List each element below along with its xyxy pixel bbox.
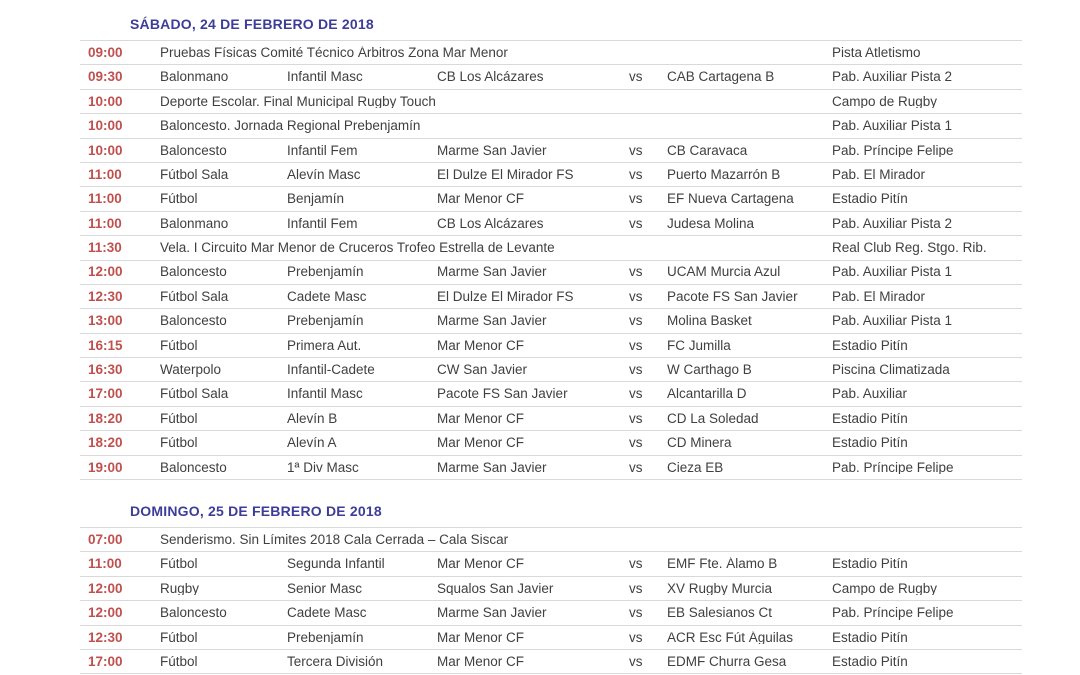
home-team-cell: Marme San Javier xyxy=(437,265,547,279)
schedule-row xyxy=(80,528,1022,552)
day-header-sunday: DOMINGO, 25 DE FEBRERO DE 2018 xyxy=(130,503,382,520)
schedule-row xyxy=(80,187,1022,211)
schedule-row xyxy=(80,382,1022,406)
time-cell: 12:00 xyxy=(88,606,123,620)
venue-cell: Pab. Auxiliar Pista 1 xyxy=(832,119,953,133)
home-team-cell: El Dulze El Mirador FS xyxy=(437,289,574,304)
time-cell: 11:30 xyxy=(88,241,122,255)
sport-cell: Fútbol xyxy=(160,192,198,206)
venue-cell: Campo de Rugby xyxy=(832,94,938,109)
sport-cell: Baloncesto xyxy=(160,606,227,620)
sport-cell: Fútbol xyxy=(160,338,198,353)
sport-cell: Baloncesto xyxy=(160,460,227,475)
schedule-row xyxy=(80,114,1022,138)
category-cell: Benjamín xyxy=(287,192,345,206)
sport-cell: Balonmano xyxy=(160,70,229,84)
event-description-cell: Vela. I Circuito Mar Menor de Cruceros Trofeo Estrella de Levante xyxy=(160,241,555,255)
away-team-cell: Puerto Mazarrón B xyxy=(667,167,781,182)
category-cell: Prebenjamín xyxy=(287,265,364,279)
home-team-cell: Mar Menor CF xyxy=(437,338,525,353)
schedule-row xyxy=(80,90,1022,114)
event-description-cell: Pruebas Físicas Comité Técnico Árbitros Zona Mar Menor xyxy=(160,45,508,60)
category-cell: Infantil Fem xyxy=(287,143,358,157)
category-cell: Alevín A xyxy=(287,436,337,450)
away-team-cell: CB Caravaca xyxy=(667,143,748,157)
schedule-row xyxy=(80,334,1022,358)
schedule-row xyxy=(80,407,1022,431)
away-team-cell: EB Salesianos Ct xyxy=(667,606,773,620)
sport-cell: Fútbol xyxy=(160,411,198,426)
away-team-cell: UCAM Murcia Azul xyxy=(667,265,781,279)
schedule-row xyxy=(80,358,1022,382)
time-cell: 19:00 xyxy=(88,460,123,475)
away-team-cell: Molina Basket xyxy=(667,314,752,328)
away-team-cell: Alcantarilla D xyxy=(667,387,747,401)
away-team-cell: CD Minera xyxy=(667,436,732,450)
venue-cell: Pab. El Mirador xyxy=(832,289,926,304)
time-cell: 10:00 xyxy=(88,119,123,133)
schedule-row xyxy=(80,212,1022,236)
time-cell: 17:00 xyxy=(88,654,123,669)
vs-label: vs xyxy=(629,557,643,571)
category-cell: Cadete Masc xyxy=(287,606,367,620)
home-team-cell: El Dulze El Mirador FS xyxy=(437,167,574,182)
sport-cell: Fútbol xyxy=(160,630,198,645)
venue-cell: Pab. Príncipe Felipe xyxy=(832,460,954,475)
schedule-row xyxy=(80,431,1022,455)
vs-label: vs xyxy=(629,411,643,426)
venue-cell: Pab. Príncipe Felipe xyxy=(832,143,954,157)
home-team-cell: Pacote FS San Javier xyxy=(437,387,568,401)
sport-cell: Baloncesto xyxy=(160,265,227,279)
time-cell: 10:00 xyxy=(88,143,123,157)
venue-cell: Pab. Auxiliar Pista 1 xyxy=(832,314,953,328)
schedule-row xyxy=(80,285,1022,309)
venue-cell: Piscina Climatizada xyxy=(832,363,950,377)
venue-cell: Pab. Auxiliar Pista 2 xyxy=(832,70,953,84)
time-cell: 17:00 xyxy=(88,387,123,401)
home-team-cell: Mar Menor CF xyxy=(437,557,525,571)
schedule-row xyxy=(80,577,1022,601)
sport-cell: Balonmano xyxy=(160,216,229,231)
venue-cell: Estadio Pitín xyxy=(832,654,908,669)
home-team-cell: Marme San Javier xyxy=(437,606,547,620)
venue-cell: Pab. Príncipe Felipe xyxy=(832,606,954,620)
time-cell: 16:15 xyxy=(88,338,123,353)
away-team-cell: EDMF Churra Gesa xyxy=(667,654,787,669)
time-cell: 11:00 xyxy=(88,557,122,571)
vs-label: vs xyxy=(629,338,643,353)
venue-cell: Campo de Rugby xyxy=(832,581,938,596)
home-team-cell: Mar Menor CF xyxy=(437,436,525,450)
time-cell: 13:00 xyxy=(88,314,123,328)
schedule-row xyxy=(80,41,1022,65)
venue-cell: Estadio Pitín xyxy=(832,436,908,450)
venue-cell: Estadio Pitín xyxy=(832,630,908,645)
schedule-rows-sunday xyxy=(80,527,1022,674)
away-team-cell: FC Jumilla xyxy=(667,338,731,353)
schedule-row xyxy=(80,601,1022,625)
category-cell: Infantil Masc xyxy=(287,387,363,401)
sport-cell: Fútbol Sala xyxy=(160,167,229,182)
away-team-cell: EF Nueva Cartagena xyxy=(667,192,794,206)
day-section-sunday xyxy=(80,502,1022,674)
away-team-cell: CD La Soledad xyxy=(667,411,759,426)
time-cell: 11:00 xyxy=(88,192,122,206)
schedule-rows-saturday xyxy=(80,40,1022,480)
home-team-cell: CB Los Alcázares xyxy=(437,70,544,84)
time-cell: 10:00 xyxy=(88,94,123,109)
venue-cell: Pab. Auxiliar Pista 1 xyxy=(832,265,953,279)
schedule-row xyxy=(80,650,1022,674)
sport-cell: Rugby xyxy=(160,581,200,596)
schedule-row xyxy=(80,163,1022,187)
time-cell: 11:00 xyxy=(88,216,122,231)
sport-cell: Fútbol Sala xyxy=(160,387,229,401)
sport-cell: Fútbol xyxy=(160,557,198,571)
vs-label: vs xyxy=(629,630,643,645)
vs-label: vs xyxy=(629,387,643,401)
sport-cell: Fútbol Sala xyxy=(160,289,229,304)
venue-cell: Estadio Pitín xyxy=(832,338,908,353)
time-cell: 12:30 xyxy=(88,289,123,304)
venue-cell: Estadio Pitín xyxy=(832,557,908,571)
vs-label: vs xyxy=(629,606,643,620)
vs-label: vs xyxy=(629,143,643,157)
schedule-row xyxy=(80,65,1022,89)
sport-cell: Fútbol xyxy=(160,654,198,669)
category-cell: Cadete Masc xyxy=(287,289,367,304)
category-cell: Infantil Masc xyxy=(287,70,363,84)
vs-label: vs xyxy=(629,70,643,84)
away-team-cell: W Carthago B xyxy=(667,363,752,377)
home-team-cell: Marme San Javier xyxy=(437,314,547,328)
category-cell: Primera Aut. xyxy=(287,338,362,353)
schedule-row xyxy=(80,626,1022,650)
away-team-cell: CAB Cartagena B xyxy=(667,70,775,84)
sport-cell: Baloncesto xyxy=(160,314,227,328)
away-team-cell: Judesa Molina xyxy=(667,216,755,231)
home-team-cell: Marme San Javier xyxy=(437,460,547,475)
home-team-cell: Mar Menor CF xyxy=(437,411,525,426)
category-cell: Alevín Masc xyxy=(287,167,361,182)
venue-cell: Pista Atletismo xyxy=(832,45,921,60)
vs-label: vs xyxy=(629,460,643,475)
home-team-cell: CW San Javier xyxy=(437,363,528,377)
vs-label: vs xyxy=(629,363,643,377)
time-cell: 12:30 xyxy=(88,630,123,645)
day-section-saturday xyxy=(80,15,1022,480)
schedule-content xyxy=(80,0,1022,674)
time-cell: 12:00 xyxy=(88,581,123,596)
home-team-cell: Mar Menor CF xyxy=(437,654,525,669)
home-team-cell: CB Los Alcázares xyxy=(437,216,544,231)
home-team-cell: Marme San Javier xyxy=(437,143,547,157)
time-cell: 18:20 xyxy=(88,411,123,426)
event-description-cell: Baloncesto. Jornada Regional Prebenjamín xyxy=(160,119,421,133)
away-team-cell: XV Rugby Murcia xyxy=(667,581,773,596)
time-cell: 16:30 xyxy=(88,363,123,377)
home-team-cell: Mar Menor CF xyxy=(437,630,525,645)
vs-label: vs xyxy=(629,192,643,206)
schedule-row xyxy=(80,236,1022,260)
vs-label: vs xyxy=(629,167,643,182)
event-description-cell: Deporte Escolar. Final Municipal Rugby Touch xyxy=(160,94,436,109)
time-cell: 09:30 xyxy=(88,70,123,84)
time-cell: 07:00 xyxy=(88,532,123,547)
category-cell: Infantil Fem xyxy=(287,216,358,231)
vs-label: vs xyxy=(629,436,643,450)
schedule-row xyxy=(80,261,1022,285)
event-description-cell: Senderismo. Sin Límites 2018 Cala Cerrada – Cala Siscar xyxy=(160,532,509,547)
schedule-row xyxy=(80,552,1022,576)
vs-label: vs xyxy=(629,654,643,669)
away-team-cell: Cieza EB xyxy=(667,460,724,475)
sport-cell: Baloncesto xyxy=(160,143,227,157)
schedule-row xyxy=(80,456,1022,480)
venue-cell: Pab. Auxiliar Pista 2 xyxy=(832,216,953,231)
vs-label: vs xyxy=(629,581,643,596)
home-team-cell: Mar Menor CF xyxy=(437,192,525,206)
away-team-cell: ACR Esc Fút Águilas xyxy=(667,630,794,645)
category-cell: Prebenjamín xyxy=(287,630,364,645)
vs-label: vs xyxy=(629,216,643,231)
vs-label: vs xyxy=(629,314,643,328)
time-cell: 12:00 xyxy=(88,265,123,279)
schedule-row xyxy=(80,309,1022,333)
away-team-cell: Pacote FS San Javier xyxy=(667,289,798,304)
away-team-cell: EMF Fte. Álamo B xyxy=(667,557,778,571)
venue-cell: Pab. El Mirador xyxy=(832,167,926,182)
sport-cell: Waterpolo xyxy=(160,363,222,377)
category-cell: Alevín B xyxy=(287,411,338,426)
vs-label: vs xyxy=(629,265,643,279)
time-cell: 18:20 xyxy=(88,436,123,450)
venue-cell: Estadio Pitín xyxy=(832,192,908,206)
vs-label: vs xyxy=(629,289,643,304)
category-cell: 1ª Div Masc xyxy=(287,460,359,475)
day-header-saturday: SÁBADO, 24 DE FEBRERO DE 2018 xyxy=(130,16,374,32)
category-cell: Segunda Infantil xyxy=(287,557,385,571)
home-team-cell: Squalos San Javier xyxy=(437,581,554,596)
venue-cell: Pab. Auxiliar xyxy=(832,387,908,401)
schedule-row xyxy=(80,139,1022,163)
sport-cell: Fútbol xyxy=(160,436,198,450)
time-cell: 09:00 xyxy=(88,45,123,60)
category-cell: Infantil-Cadete xyxy=(287,363,375,377)
venue-cell: Real Club Reg. Stgo. Rib. xyxy=(832,241,987,255)
category-cell: Prebenjamín xyxy=(287,314,364,328)
venue-cell: Estadio Pitín xyxy=(832,411,908,426)
time-cell: 11:00 xyxy=(88,167,122,182)
category-cell: Tercera División xyxy=(287,654,384,669)
category-cell: Senior Masc xyxy=(287,581,363,596)
